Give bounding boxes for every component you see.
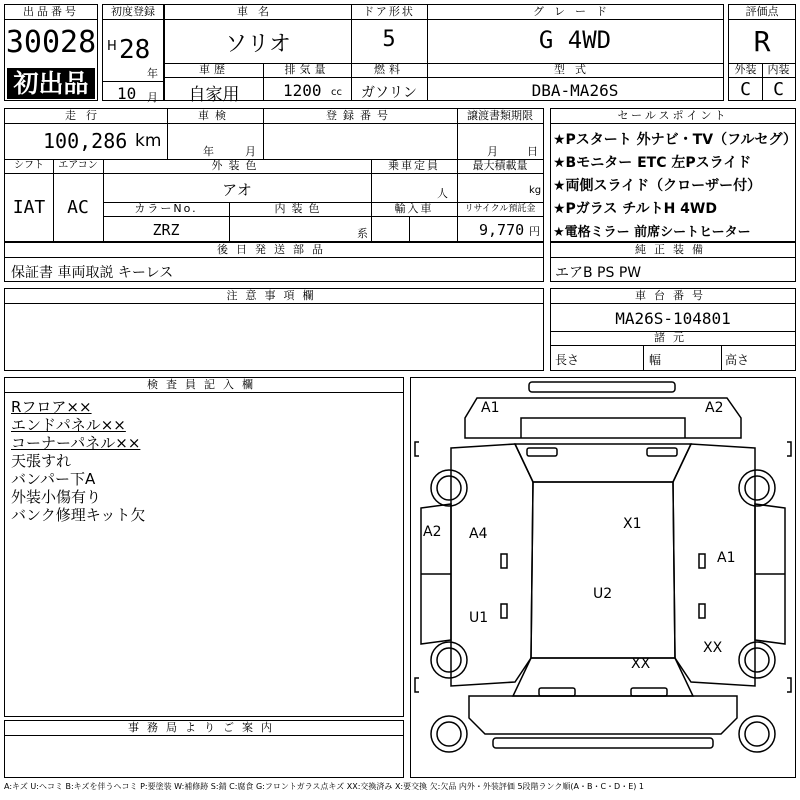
interior-color-unit: 系 [357, 227, 368, 240]
exterior-color: アオ [222, 181, 252, 199]
cc-unit: cc [331, 87, 342, 98]
lot-number-box [4, 4, 98, 101]
grade-label: グレード [533, 5, 617, 18]
registration-year: 28 [119, 35, 151, 65]
exterior-color-label: 外装色 [211, 159, 263, 172]
length-label: 長さ [555, 353, 580, 367]
mileage-unit: km [135, 131, 162, 151]
mark-xx-rear: XX [631, 656, 651, 672]
car-name: ソリオ [225, 32, 291, 57]
registration-month: 10 [117, 84, 137, 103]
inspection-month-unit: 月 [245, 145, 256, 158]
inspector-box [4, 377, 404, 717]
inspector-note: 外装小傷有り [11, 488, 102, 506]
mark-a1-top: A1 [481, 400, 500, 416]
recycle-fee: 9,770 [479, 221, 525, 239]
interior-color-label: 内装色 [274, 202, 326, 215]
score-value: R [753, 25, 771, 58]
interior-label: 内装 [767, 63, 790, 76]
shift: IAT [12, 197, 46, 218]
sales-point-line: ★電格ミラー 前席シートヒーター [553, 225, 751, 240]
first-listing-badge: 初出品 [7, 68, 95, 99]
ac-label: エアコン [58, 160, 98, 171]
exterior-grade: C [740, 79, 751, 100]
interior-grade: C [773, 79, 784, 100]
history: 自家用 [188, 85, 240, 105]
mark-a2-left: A2 [423, 524, 442, 540]
later-parts: 保証書 車両取説 キーレス [11, 265, 174, 281]
office-label: 事務局よりご案内 [5, 721, 403, 736]
sales-point-box [550, 108, 796, 242]
inspector-note: 天張すれ [11, 452, 72, 470]
plate-label: 登録番号 [326, 109, 394, 122]
vehicle-info-box [164, 4, 724, 105]
inspector-note: バンク修理キット欠 [11, 506, 146, 524]
sales-point-line: ★Pスタート 外ナビ・TV（フルセグ） [553, 132, 797, 148]
color-no-label: カラーNo. [134, 202, 198, 215]
score-label: 評価点 [729, 5, 795, 20]
load-unit: kg [529, 185, 542, 196]
chassis-label: 車台番号 [551, 289, 795, 304]
mileage-label: 走行 [65, 109, 107, 122]
model-label: 型式 [554, 63, 596, 76]
inspector-note: コーナーパネル×× [11, 434, 141, 452]
fuel: ガソリン [361, 85, 417, 101]
mark-a1-right: A1 [717, 550, 736, 566]
ac: AC [67, 197, 89, 218]
inspector-note: バンパー下A [11, 470, 96, 488]
year-unit: 年 [147, 67, 158, 80]
displacement: 1200 [283, 81, 322, 100]
sales-point-label: セールスポイント [551, 109, 795, 124]
seats-label: 乗車定員 [388, 159, 440, 172]
legend: A:キズ U:ヘコミ B:キズを伴うヘコミ P:要塗装 W:補修跡 S:錆 C:腐食 G:フロントガラス点キズ XX:交換済み X:要交換 欠:欠品 内外・外装評価 5段階ランク順(A・B・C・D・E) 1 [4, 782, 645, 791]
mark-xx-right: XX [703, 640, 723, 656]
transfer-month-unit: 月 [487, 145, 498, 158]
inspector-label: 検査員記入欄 [5, 378, 403, 393]
lot-number-label: 出品番号 [5, 5, 97, 20]
era-letter: H [107, 39, 117, 54]
chassis-number: MA26S-104801 [615, 309, 731, 328]
color-number: ZRZ [152, 221, 180, 239]
model-code: DBA-MA26S [531, 81, 619, 100]
mark-u1: U1 [469, 610, 489, 626]
door-label: ドア形状 [363, 5, 415, 18]
sales-point-line: ★Bモニター ETC 左Pスライド [553, 155, 752, 171]
sales-point-line: ★両側スライド（クローザー付） [553, 178, 762, 194]
import-label: 輸入車 [394, 202, 434, 215]
notes-box [4, 288, 544, 371]
office-box [4, 720, 404, 778]
details-box [4, 108, 544, 242]
history-label: 車歴 [199, 63, 229, 76]
sales-point-line: ★Pガラス チルトH 4WD [553, 201, 717, 217]
later-parts-box [4, 242, 544, 282]
later-parts-label: 後日発送部品 [5, 243, 543, 258]
equipment-label: 純正装備 [551, 243, 795, 258]
exterior-label: 外装 [734, 63, 757, 76]
height-label: 高さ [725, 353, 750, 367]
inspector-note: エンドパネル×× [11, 416, 126, 434]
transfer-day-unit: 日 [527, 145, 538, 158]
inspection-label: 車検 [198, 109, 232, 122]
chassis-box [550, 288, 796, 371]
notes-label: 注意事項欄 [5, 289, 543, 304]
grade: G 4WD [538, 26, 612, 54]
inspection-year-unit: 年 [203, 145, 214, 158]
equipment-box [550, 242, 796, 282]
lot-number: 30028 [5, 25, 97, 60]
damage-diagram [410, 377, 796, 778]
door-count: 5 [382, 27, 396, 52]
equipment: エアB PS PW [555, 265, 642, 281]
recycle-unit: 円 [529, 225, 540, 238]
max-load-label: 最大積載量 [472, 159, 528, 172]
mark-u2: U2 [593, 586, 613, 602]
car-name-label: 車名 [237, 5, 279, 18]
month-unit: 月 [147, 91, 158, 104]
car-outline-diagram [411, 378, 795, 777]
recycle-label: リサイクル預託金 [464, 204, 536, 214]
seats-unit: 人 [437, 187, 448, 200]
first-registration-label: 初度登録 [103, 5, 163, 20]
shift-label: シフト [14, 160, 44, 171]
transfer-deadline-label: 譲渡書類期限 [467, 109, 533, 122]
mark-a4: A4 [469, 526, 488, 542]
mileage: 100,286 [43, 129, 128, 153]
mark-a2-top: A2 [705, 400, 724, 416]
score-box [728, 4, 796, 101]
displacement-label: 排気量 [284, 63, 330, 76]
fuel-label: 燃料 [374, 63, 404, 76]
width-label: 幅 [649, 353, 662, 367]
mark-x1: X1 [623, 516, 642, 532]
dimensions-label: 諸元 [654, 331, 692, 344]
inspector-note: Rフロア×× [11, 398, 92, 416]
registration-box [102, 4, 164, 104]
